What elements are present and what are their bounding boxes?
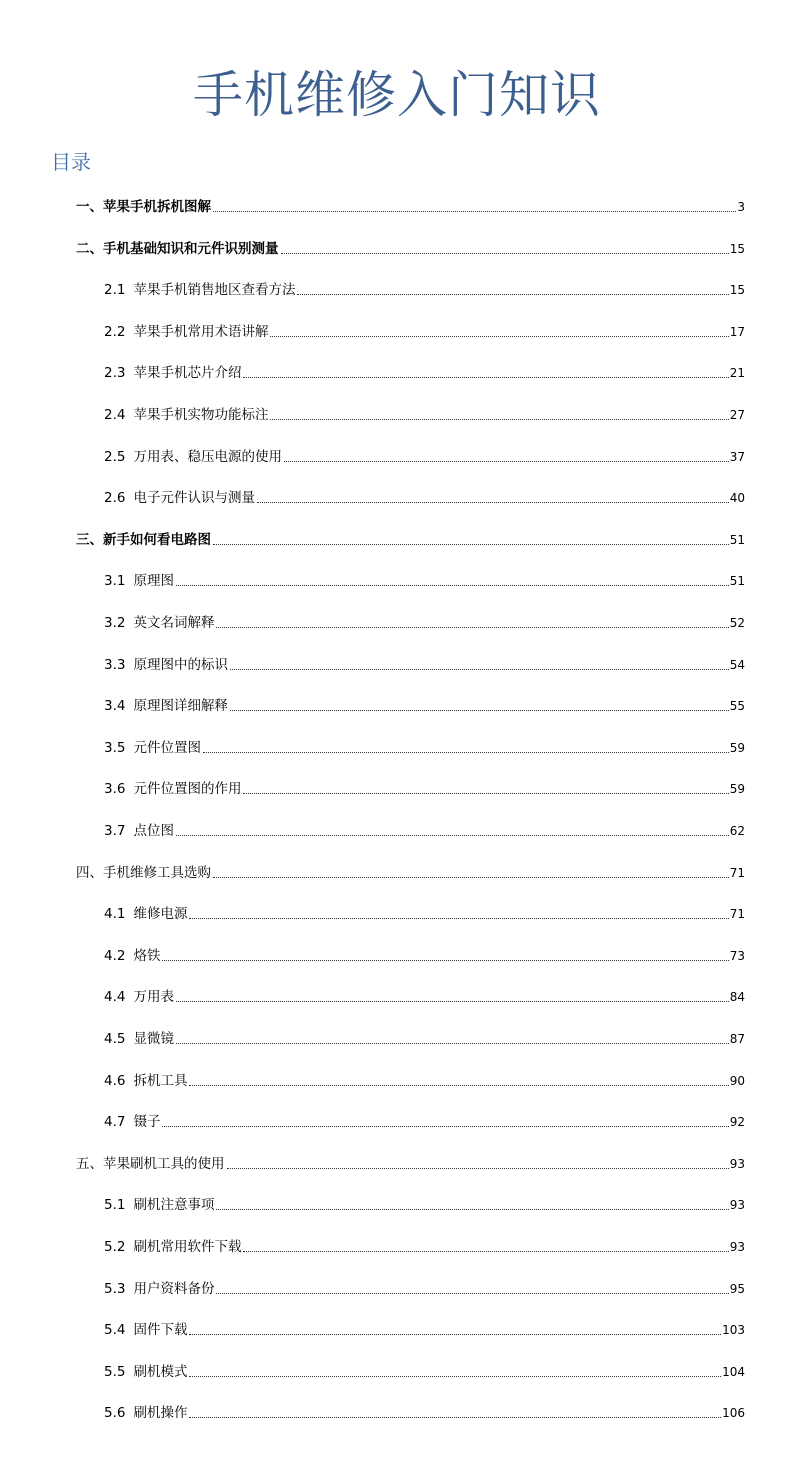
toc-dot-leader [270,336,728,337]
toc-entry-page-number: 93 [729,1156,745,1171]
toc-entry-page-number: 73 [729,948,745,963]
toc-entry-number: 2.2 [104,323,126,340]
toc-entry[interactable] [104,318,745,342]
toc-entry-page-number: 71 [729,907,745,922]
toc-entry-number: 4.1 [104,906,126,923]
toc-entry-number: 2.1 [104,282,126,299]
toc-entry-number: 5.3 [104,1280,126,1297]
toc-entry-number: 5.2 [104,1239,126,1255]
toc-dot-leader [189,1376,721,1377]
toc-entry-number: 3.4 [104,698,126,715]
toc-entry[interactable] [104,484,745,508]
toc-entry-page-number: 51 [729,574,745,589]
toc-entry-title: 刷机操作 [133,1405,188,1422]
toc-entry-title: 苹果手机销售地区查看方法 [133,282,296,299]
toc-dot-leader [213,877,729,878]
toc-dot-leader [216,1209,728,1210]
toc-entry-number: 4.6 [104,1072,126,1089]
toc-entry[interactable] [104,1191,745,1215]
toc-entry-title: 三、新手如何看电路图 [76,531,211,548]
toc-entry-page-number: 15 [729,283,745,298]
toc-entry-page-number: 93 [729,1198,745,1213]
toc-dot-leader [216,627,728,628]
toc-entry-number: 3.3 [104,656,126,673]
toc-entry-page-number: 54 [729,657,745,672]
toc-entry-page-number: 3 [737,200,745,214]
toc-entry-page-number: 106 [722,1406,745,1421]
toc-dot-leader [227,1168,729,1169]
toc-entry-title: 用户资料备份 [133,1280,215,1297]
toc-dot-leader [243,1251,728,1252]
toc-entry-number: 5.6 [104,1405,126,1422]
toc-entry[interactable] [104,1358,745,1382]
toc-entry[interactable] [76,235,745,259]
toc-dot-leader [162,960,728,961]
toc-dot-leader [270,419,728,420]
toc-entry-page-number: 40 [729,491,745,506]
toc-entry-title: 原理图详细解释 [133,698,228,715]
toc-entry-page-number: 92 [729,1115,745,1130]
toc-entry-page-number: 59 [729,740,745,755]
toc-entry-title: 英文名词解释 [133,615,215,631]
toc-entry-page-number: 93 [729,1240,745,1254]
toc-entry-title: 苹果手机芯片介绍 [133,365,242,382]
toc-entry-title: 四、手机维修工具选购 [76,864,211,881]
toc-entry[interactable] [104,1067,745,1091]
toc-entry-title: 刷机模式 [133,1363,188,1380]
toc-entry[interactable] [104,651,745,675]
toc-dot-leader [176,1043,729,1044]
toc-entry-title: 原理图中的标识 [133,656,228,673]
toc-entry-number: 4.7 [104,1114,126,1131]
toc-dot-leader [216,1293,728,1294]
toc-entry[interactable] [76,193,745,217]
toc-entry-page-number: 27 [729,408,745,422]
toc-entry-page-number: 21 [729,366,745,381]
toc-dot-leader [189,918,728,919]
toc-entry-number: 2.4 [104,407,126,423]
toc-entry-number: 3.1 [104,573,126,590]
toc-dot-leader [284,461,729,462]
toc-entry-page-number: 95 [729,1281,745,1296]
toc-entry-title: 维修电源 [133,906,188,923]
toc-entry[interactable] [76,859,745,883]
toc-entry-page-number: 87 [729,1032,745,1046]
toc-entry-page-number: 55 [729,699,745,714]
toc-entry-page-number: 59 [729,782,745,797]
document-title: 手机维修入门知识 [193,66,601,124]
toc-entry[interactable] [104,1233,745,1257]
toc-entry[interactable] [104,983,745,1007]
toc-dot-leader [176,835,729,836]
toc-dot-leader [189,1334,721,1335]
toc-entry-number: 4.5 [104,1031,126,1047]
toc-entry[interactable] [104,1275,745,1299]
toc-entry[interactable] [104,1316,745,1340]
toc-dot-leader [230,669,729,670]
toc-entry-page-number: 90 [729,1073,745,1088]
toc-entry-title: 元件位置图 [133,739,201,756]
toc-entry[interactable] [104,775,745,799]
toc-dot-leader [213,211,736,212]
toc-entry[interactable] [104,900,745,924]
toc-dot-leader [213,544,729,545]
toc-entry-title: 固件下载 [133,1322,188,1339]
toc-entry[interactable] [104,359,745,383]
toc-entry-page-number: 103 [722,1323,745,1338]
toc-dot-leader [297,294,728,295]
toc-dot-leader [257,502,729,503]
toc-entry[interactable] [104,276,745,300]
toc-entry-title: 刷机注意事项 [133,1197,215,1214]
toc-entry[interactable] [104,692,745,716]
toc-entry-title: 万用表、稳压电源的使用 [133,448,282,465]
toc-entry[interactable] [104,942,745,966]
toc-entry-page-number: 51 [729,532,745,547]
toc-entry-page-number: 17 [729,324,745,339]
toc-dot-leader [230,710,729,711]
toc-entry-number: 2.3 [104,365,126,382]
toc-dot-leader [189,1085,728,1086]
toc-entry-page-number: 37 [729,449,745,464]
toc-entry-title: 苹果手机常用术语讲解 [133,323,269,340]
toc-entry-page-number: 84 [729,990,745,1005]
toc-entry-title: 一、苹果手机拆机图解 [76,199,211,215]
toc-entry-number: 3.5 [104,739,126,756]
toc-entry[interactable] [104,443,745,467]
toc-entry-title: 刷机常用软件下载 [133,1239,242,1255]
toc-entry-number: 3.6 [104,781,126,798]
toc-entry[interactable] [104,567,745,591]
toc-entry-title: 电子元件认识与测量 [133,490,255,507]
toc-entry[interactable] [104,817,745,841]
toc-entry-page-number: 62 [729,824,745,838]
toc-entry[interactable] [104,1108,745,1132]
toc-entry-number: 5.1 [104,1197,126,1214]
toc-dot-leader [162,1126,728,1127]
toc-entry-number: 3.7 [104,823,126,839]
toc-entry-page-number: 104 [722,1364,745,1379]
toc-dot-leader [176,1001,729,1002]
toc-dot-leader [189,1417,721,1418]
toc-entry-page-number: 52 [729,616,745,630]
toc-entry-number: 2.5 [104,448,126,465]
toc-entry[interactable] [76,1150,745,1174]
toc-entry-title: 烙铁 [133,947,161,964]
toc-dot-leader [243,793,728,794]
toc-entry-title: 万用表 [133,989,174,1006]
toc-entry-title: 原理图 [133,573,174,590]
toc-entry[interactable] [104,1025,745,1049]
toc-heading: 目录 [51,150,91,174]
toc-entry-page-number: 71 [729,865,745,880]
toc-dot-leader [176,585,729,586]
toc-entry-title: 拆机工具 [133,1072,188,1089]
toc-entry-title: 元件位置图的作用 [133,781,242,798]
toc-entry-number: 4.2 [104,947,126,964]
toc-dot-leader [203,752,729,753]
toc-entry-title: 二、手机基础知识和元件识别测量 [76,240,279,257]
toc-entry-title: 苹果手机实物功能标注 [133,407,269,423]
toc-entry-number: 5.4 [104,1322,126,1339]
toc-entry[interactable] [104,734,745,758]
toc-entry-title: 点位图 [133,823,174,839]
toc-entry-title: 五、苹果刷机工具的使用 [76,1155,225,1172]
toc-entry[interactable] [76,526,745,550]
toc-entry-title: 显微镜 [133,1031,174,1047]
toc-entry-number: 5.5 [104,1363,126,1380]
toc-entry-number: 4.4 [104,989,126,1006]
toc-dot-leader [281,253,729,254]
toc-entry[interactable] [104,401,745,425]
toc-entry[interactable] [104,609,745,633]
toc-entry[interactable] [104,1399,745,1423]
toc-entry-number: 2.6 [104,490,126,507]
toc-dot-leader [243,377,728,378]
toc-entry-page-number: 15 [729,241,745,256]
toc-entry-title: 镊子 [133,1114,161,1131]
toc-entry-number: 3.2 [104,615,126,631]
